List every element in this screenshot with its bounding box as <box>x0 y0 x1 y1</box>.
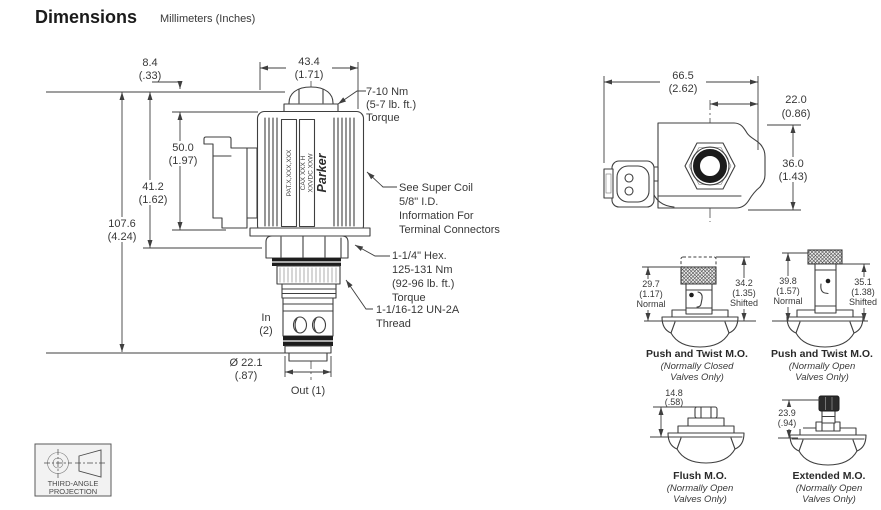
mo-c-button <box>695 407 717 418</box>
mo-a-shifted-mm: 34.2 <box>735 278 753 288</box>
callout-super-coil-1: See Super Coil <box>399 182 473 194</box>
mo-a-normal-word: Normal <box>636 299 666 309</box>
connector-pin-2 <box>625 187 633 195</box>
dim-cartridge-dia-mm: Ø 22.1 <box>229 357 263 369</box>
dim-cartridge-dia-in: (.87) <box>234 370 258 382</box>
mo-b-note-1: (Normally Open <box>788 361 856 372</box>
thread-section <box>277 266 340 284</box>
dim-top-height-in: (1.43) <box>778 171 808 183</box>
dim-offset-top-in: (.33) <box>138 70 162 82</box>
connector-tab <box>604 169 613 198</box>
dim-center-offset-mm: 22.0 <box>785 94 807 106</box>
body-step <box>282 284 336 298</box>
mo-c-note-2: Valves Only) <box>673 494 727 505</box>
port-out-label: Out (1) <box>290 385 326 397</box>
projection-label-2: PROJECTION <box>48 487 98 496</box>
port-in-number: (2) <box>259 325 273 337</box>
callout-super-coil-3: Information For <box>399 210 474 222</box>
mo-b-shifted-mm: 35.1 <box>854 277 872 287</box>
leader-hex-torque <box>355 245 390 256</box>
callout-thread-1: 1-1/16-12 UN-2A <box>376 304 460 316</box>
dim-coil-height-in: (1.97) <box>168 155 198 167</box>
mo-d-height-in: (.94) <box>777 418 797 428</box>
top-view-connector <box>604 161 654 207</box>
coil-model-text: CAX XXX H <box>300 155 307 191</box>
leader-thread <box>346 280 373 309</box>
callout-hex-torque-4: Torque <box>392 292 426 304</box>
mo-d-caption: Extended M.O. <box>792 470 866 482</box>
mo-push-twist-no <box>769 250 881 383</box>
mo-c-note-1: (Normally Open <box>666 483 734 494</box>
mo-b-knob <box>808 250 842 264</box>
mo-a-normal-in: (1.17) <box>639 289 663 299</box>
dim-leader-offset-top <box>152 82 180 89</box>
dim-overall-height-mm: 107.6 <box>108 218 136 230</box>
mo-a-shifted-word: Shifted <box>729 298 759 308</box>
main-view <box>204 80 370 380</box>
mo-a-caption: Push and Twist M.O. <box>646 348 748 360</box>
callout-hex-torque-1: 1-1/4" Hex. <box>392 250 447 262</box>
mo-a-shifted-in: (1.35) <box>732 288 756 298</box>
dim-coil-height-mm: 50.0 <box>172 142 194 154</box>
hex-nut <box>266 236 348 258</box>
connector-pin-1 <box>625 174 633 182</box>
mo-a-note-1: (Normally Closed <box>660 361 734 372</box>
mo-d-note-2: Valves Only) <box>802 494 856 505</box>
dim-center-offset-in: (0.86) <box>781 108 811 120</box>
header <box>35 7 255 27</box>
coil-flange <box>250 228 370 236</box>
dim-body-height-in: (1.62) <box>138 194 168 206</box>
page-subtitle: Millimeters (Inches) <box>160 13 256 25</box>
dim-top-height-mm: 36.0 <box>782 158 804 170</box>
mo-d-height-mm: 23.9 <box>778 408 796 418</box>
dim-body-height-mm: 41.2 <box>142 181 164 193</box>
mo-flush <box>650 388 744 505</box>
dim-offset-top-mm: 8.4 <box>142 57 158 69</box>
dim-overall-height-in: (4.24) <box>107 231 137 243</box>
coil <box>258 112 364 233</box>
dim-coil-width-mm: 43.4 <box>298 56 320 68</box>
mo-b-note-2: Valves Only) <box>795 372 849 383</box>
leader-super-coil <box>367 172 397 187</box>
projection-label-1: THIRD-ANGLE <box>47 479 99 488</box>
coil-connector <box>204 137 257 228</box>
mo-a-knob <box>681 267 716 284</box>
mo-a-normal-mm: 29.7 <box>642 279 660 289</box>
mo-b-caption: Push and Twist M.O. <box>771 348 873 360</box>
callout-thread-2: Thread <box>376 318 411 330</box>
callout-hex-torque-2: 125-131 Nm <box>392 264 453 276</box>
page-title: Dimensions <box>35 7 138 27</box>
cartridge-nose <box>285 346 331 361</box>
callout-super-coil-4: Terminal Connectors <box>399 224 500 236</box>
port-in-label: In <box>261 312 271 324</box>
callout-super-coil-2: 5/8" I.D. <box>399 196 439 208</box>
top-view <box>604 69 813 222</box>
port-section <box>283 298 333 336</box>
mo-a-shifted-outline <box>681 257 716 267</box>
parker-logo: Parker <box>315 153 329 193</box>
callout-hex-torque-3: (92-96 lb. ft.) <box>392 278 455 290</box>
projection-symbol <box>35 444 111 496</box>
mo-b-normal-word: Normal <box>773 296 803 306</box>
callout-top-torque-2: (5-7 lb. ft.) <box>366 99 417 111</box>
mo-b-shifted-in: (1.38) <box>851 287 875 297</box>
coil-patent-text: PAT.X,XXX,XXX <box>286 149 293 197</box>
mo-b-shifted-word: Shifted <box>848 297 878 307</box>
coil-rating-text: XXVDC XXW <box>307 153 315 193</box>
mo-a-stem <box>686 284 712 314</box>
mo-extended <box>773 396 866 505</box>
top-nut <box>284 87 338 112</box>
mo-a-note-2: Valves Only) <box>670 372 724 383</box>
leader-top-torque <box>338 91 366 104</box>
mo-b-normal-mm: 39.8 <box>779 276 797 286</box>
mo-b-pin <box>826 279 831 284</box>
callout-top-torque-3: Torque <box>366 112 400 124</box>
mo-c-base <box>688 418 724 426</box>
dim-coil-width-in: (1.71) <box>294 69 324 81</box>
mo-b-normal-in: (1.57) <box>776 286 800 296</box>
mo-d-knob <box>819 396 839 411</box>
mo-c-height-mm: 14.8 <box>665 388 683 398</box>
mo-c-caption: Flush M.O. <box>673 470 727 482</box>
dim-top-width-in: (2.62) <box>668 83 698 95</box>
mo-push-twist-nc <box>632 257 763 383</box>
mo-d-note-1: (Normally Open <box>795 483 863 494</box>
callout-top-torque-1: 7-10 Nm <box>366 86 409 98</box>
dim-top-width-mm: 66.5 <box>672 70 694 82</box>
mo-a-pin <box>689 293 694 298</box>
mo-c-height-in: (.58) <box>664 397 684 407</box>
